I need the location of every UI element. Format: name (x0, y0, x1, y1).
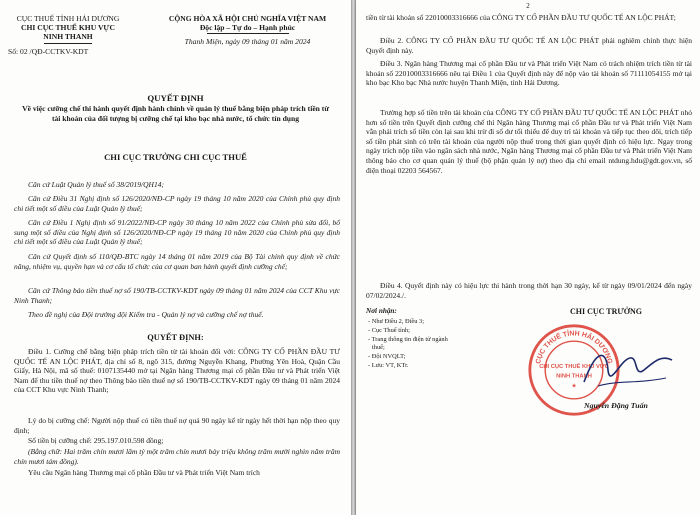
signer-title: CHI CỤC TRƯỞNG (569, 307, 642, 316)
document-type: QUYẾT ĐỊNH (147, 93, 204, 103)
article-2: Điều 2. CÔNG TY CỔ PHẦN ĐẦU TƯ QUỐC TẾ AN LỘC PHÁT phải nghiêm chỉnh thực hiện Quyết định này. (366, 36, 692, 55)
basis-5: Căn cứ Thông báo tiền thuế nợ số 190/TB-CCTKV-KDT ngày 09 tháng 01 năm 2024 của CCT Khu vực Ninh Thanh; (14, 286, 340, 305)
recipients-title: Nơi nhận: (366, 307, 397, 315)
recipient-item: thuế; (372, 344, 385, 352)
basis-3: Căn cứ Điều 1 Nghị định số 91/2022/NĐ-CP ngày 30 tháng 10 năm 2022 của Chính phủ sửa đổi, bổ sung một số điều của Nghị định số 126/2020/NĐ-CP ngày 19 tháng 10 năm 2020 của Chính phủ quy định chi tiết một số điều của Luật Quản lý thuế; (14, 218, 340, 246)
continued-text: tiền từ tài khoản số 22010003316666 của CÔNG TY CỔ PHẦN ĐẦU TƯ QUỐC TẾ AN LỘC PHÁT; (366, 13, 676, 22)
coercion-amount-words: (Bằng chữ: Hai trăm chín mươi lăm tỷ một trăm chín mươi bảy triệu không trăm mười nghìn năm trăm chín mươi tám đồng). (14, 447, 340, 466)
recipient-item: - Như Điều 2, Điều 3; (368, 318, 424, 325)
article-3-continued: Trường hợp số tiền trên tài khoản của CÔNG TY CỔ PHẦN ĐẦU TƯ QUỐC TẾ AN LỘC PHÁT nhỏ hơn số tiền trên Quyết định cưỡng chế thì Ngân hàng Thương mại cổ phần Đầu tư và Phát triển Việt Nam vẫn phải trích số tiền còn lại sau khi trừ đi số dư tối thiểu để duy trì tài khoản và tiếp tục theo dõi, trích tiếp số tiền phát sinh có trên tài khoản của người nộp thuế trong thời gian quyết định có hiệu lực. Ngay trong ngày trích nộp tiền vào ngân sách nhà nước, Ngân hàng Thương mại cổ phần Đầu tư và Phát triển Việt Nam thông báo cho cơ quan quản lý thuế (bộ phận quản lý nợ) theo địa chỉ email ntdung.hdu@gdt.gov.vn, số điện thoại 02203 564567. (366, 108, 692, 175)
issuing-authority: CHI CỤC TRƯỞNG CHI CỤC THUẾ (104, 152, 247, 162)
coercion-reason: Lý do bị cưỡng chế: Người nộp thuế có tiền thuế nợ quá 90 ngày kể từ ngày hết thời hạn nộp theo quy định; (14, 416, 340, 435)
bank-request: Yêu cầu Ngân hàng Thương mại cổ phần Đầu tư và Phát triển Việt Nam trích (28, 468, 260, 477)
agency-line-1: CHI CỤC THUẾ KHU VỰC (21, 23, 115, 33)
document-number: Số: 02 /QĐ-CCTKV-KDT (8, 46, 89, 56)
article-1: Điều 1. Cưỡng chế bằng biện pháp trích tiền từ tài khoản đối với: CÔNG TY CỔ PHẦN ĐẦU TƯ QUỐC TẾ AN LỘC PHÁT, địa chỉ số 8, ngõ 315, đường Nguyễn Khang, Phường Yên Hoà, Quận Cầu Giấy, Hà Nội, mã số thuế: 0107135440 mở tại Ngân hàng Thương mại cổ phần Đầu tư và Phát triển Việt Nam để thu tiền thuế nợ theo Thông báo tiền thuế nợ số 190/TB-CCTKV-KDT ngày 09 tháng 01 năm 2024 của CCT Khu vực Ninh Thanh; (14, 347, 340, 394)
recipient-item: - Đội NVQLT; (368, 353, 406, 361)
agency-top: CỤC THUẾ TỈNH HẢI DƯƠNG (16, 14, 120, 23)
agency-line-2: NINH THANH (43, 32, 93, 42)
place-date: Thanh Miện, ngày 09 tháng 01 năm 2024 (184, 37, 311, 47)
page-number: 2 (526, 2, 530, 10)
basis-1: Căn cứ Luật Quản lý thuế số 38/2019/QH14; (28, 180, 164, 189)
basis-4: Căn cứ Quyết định số 110/QĐ-BTC ngày 14 tháng 01 năm 2019 của Bộ Tài chính quy định về chức năng, nhiệm vụ, quyền hạn và cơ cấu tổ chức của cơ quan ban hành quyết định cưỡng chế; (14, 252, 340, 271)
agency-underline (44, 43, 92, 44)
basis-2: Căn cứ Điều 31 Nghị định số 126/2020/NĐ-CP ngày 19 tháng 10 năm 2020 của Chính phủ quy định chi tiết một số điều của Luật Quản lý thuế; (14, 194, 340, 213)
seal-text-bottom: NINH THANH (556, 373, 592, 380)
coercion-amount: Số tiền bị cưỡng chế: 295.197.010.598 đồng; (28, 436, 164, 445)
decision-heading: QUYẾT ĐỊNH: (147, 333, 204, 342)
recipient-item: - Trang thông tin điện tử ngành (368, 335, 448, 343)
motto: Độc lập – Tự do – Hạnh phúc (199, 23, 296, 33)
seal-text-outer: CỤC THUẾ TỈNH HẢI DƯƠNG (534, 330, 614, 365)
motto-underline (207, 33, 289, 34)
country-name: CỘNG HÒA XÃ HỘI CHỦ NGHĨA VIỆT NAM (168, 14, 327, 23)
document-subject: Về việc cưỡng chế thi hành quyết định hành chính về quản lý thuế bằng biện pháp trích tiền từ tài khoản của đối tượng bị cưỡng chế tại kho bạc nhà nước, tổ chức tín dụng (22, 104, 329, 123)
issuing-agency-block (8, 14, 128, 56)
article-4: Điều 4. Quyết định này có hiệu lực thi hành trong thời hạn 30 ngày, kể từ ngày 09/01/2024 đến ngày 07/02/2024./. (366, 281, 692, 300)
recipient-item: - Cục Thuế tỉnh; (368, 326, 410, 334)
national-header (150, 14, 345, 47)
signature-icon (578, 340, 678, 400)
recipients-list (368, 318, 448, 371)
article-3: Điều 3. Ngân hàng Thương mại cổ phần Đầu tư và Phát triển Việt Nam có trách nhiệm trích tiền từ tài khoản số 22010003316666 nêu tại Điều 1 của Quyết định này để nộp vào tài khoản số 71111054155 mở tại kho bạc Kho bạc Nhà nước huyện Thanh Miện, tỉnh Hải Dương. (366, 59, 692, 88)
signer-name: Nguyễn Đặng Tuấn (584, 401, 648, 410)
seal-text-center: CHI CỤC THUẾ KHU VỰC (539, 364, 609, 371)
recipient-item: - Lưu: VT, KTr. (368, 361, 409, 369)
page-2 (356, 0, 700, 515)
svg-text:★: ★ (571, 383, 577, 390)
basis-6: Theo đề nghị của Đội trưởng đội Kiểm tra - Quản lý nợ và cưỡng chế nợ thuế. (28, 310, 264, 319)
